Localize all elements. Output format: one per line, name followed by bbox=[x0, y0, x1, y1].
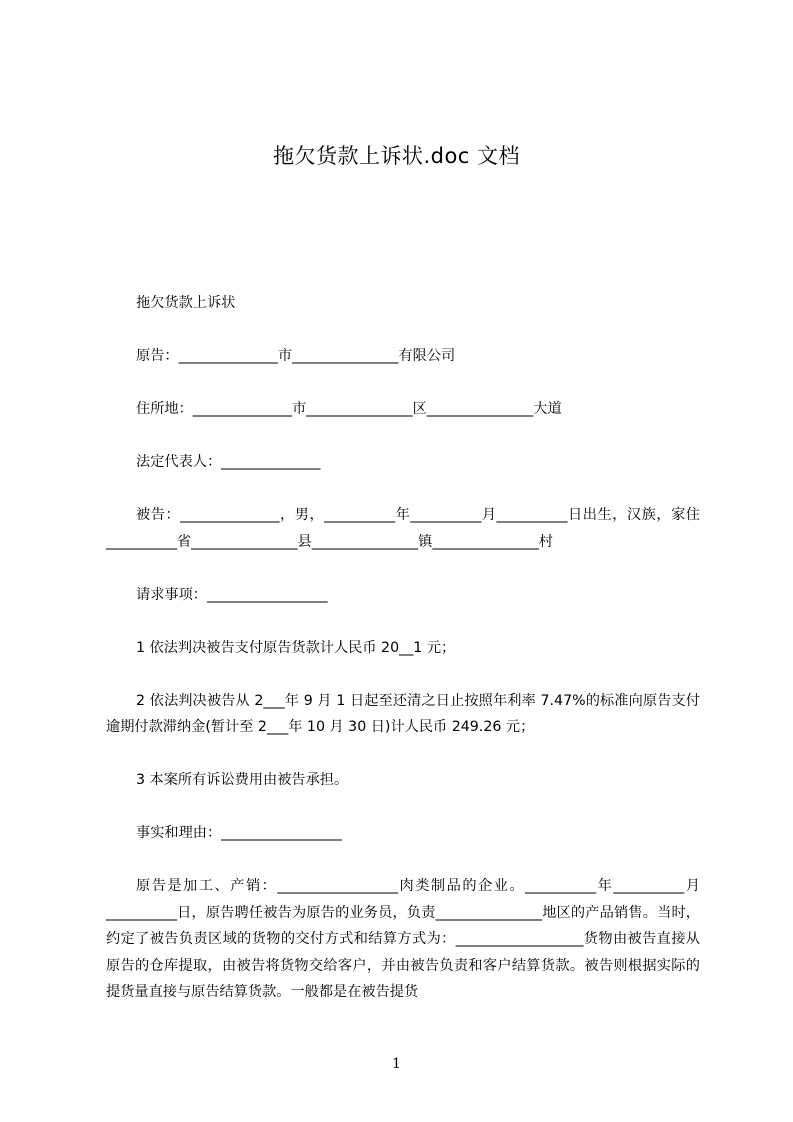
defendant-paragraph: 被告：______________，男，__________年__________月__________日出生，汉族，家住__________省_______________县_______________镇_______________村 bbox=[106, 507, 700, 550]
legal-representative-paragraph: 法定代表人：______________ bbox=[136, 454, 321, 470]
plaintiff-paragraph: 原告：______________市_______________有限公司 bbox=[136, 348, 456, 364]
claim-1-paragraph: 1 依法判决被告支付原告货款计人民币 20__1 元； bbox=[136, 639, 456, 656]
document-title: 拖欠货款上诉状.doc 文档 bbox=[272, 144, 521, 168]
facts-heading-paragraph: 事实和理由：_________________ bbox=[136, 825, 342, 841]
claim-3-paragraph: 3 本案所有诉讼费用由被告承担。 bbox=[136, 772, 349, 788]
page-number: 1 bbox=[392, 1056, 401, 1072]
facts-body-paragraph: 原告是加工、产销：_________________肉类制品的企业。__________年__________月__________日，原告聘任被告为原告的业务员，负责_______________地区的产品销售。当时，约定了被告负责区域的货物的交付方式和结算方式为：__________________货物由被告直接从原告的仓库提取，由被告将货物交给客户，并由被告负责和客户结算货款。被告则根据实际的提货量直接与原告结算货款。一般都是在被告提货 bbox=[106, 878, 700, 1000]
claim-2-paragraph: 2 依法判决被告从 2___年 9 月 1 日起至还清之日止按照年利率 7.47%的标准向原告支付逾期付款滞纳金(暂计至 2___年 10 月 30 日)计人民币 249.26 元； bbox=[106, 692, 700, 735]
address-paragraph: 住所地：______________市_______________区_______________大道 bbox=[136, 401, 562, 417]
claims-heading-paragraph: 请求事项：_________________ bbox=[136, 586, 328, 603]
document-body bbox=[106, 290, 700, 1032]
heading-paragraph: 拖欠货款上诉状 bbox=[136, 295, 236, 311]
